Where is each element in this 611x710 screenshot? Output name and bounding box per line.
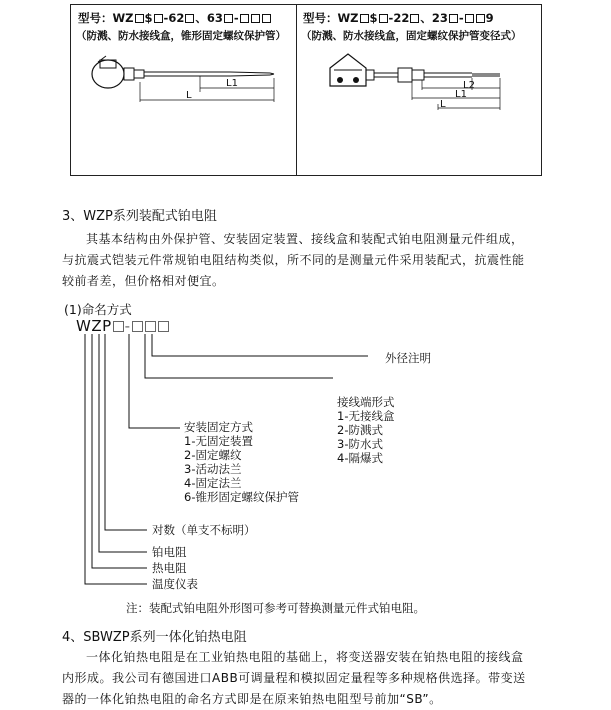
mounting-item: 6-锥形固定螺纹保护管 [184,490,299,504]
section3-heading: 3、WZP系列装配式铂电阻 [62,209,217,224]
mounting-item: 1-无固定装置 [184,434,253,448]
section4-para-line2: 内形成。我公司有德国进口ABB可调量程和模拟固定量程等多种规格供选择。带变送 [62,671,526,685]
terminal-item: 3-防水式 [337,437,383,451]
section3-para-line3: 较前者差，但价格相对便宜。 [62,274,225,288]
right-dim-l1: L1 [455,89,467,100]
section4-heading: 4、SBWZP系列一体化铂热电阻 [62,630,247,645]
right-model: 型号：WZ $ -22 、23 - 9 [303,11,494,25]
instrument-label: 温度仪表 [152,577,198,591]
terminal-item: 4-隔爆式 [337,451,383,465]
left-dim-l1: L1 [226,78,238,89]
mounting-item: 4-固定法兰 [184,476,242,490]
mounting-title: 安装固定方式 [184,420,253,434]
right-dim-l: L [440,99,446,110]
naming-note: 注：装配式铂电阻外形图可参考可替换测量元件式铂电阻。 [126,601,425,615]
naming-code: WZP - [76,317,170,335]
naming-title: (1)命名方式 [64,302,132,317]
section3-para-line1: 其基本结构由外保护管、安装固定装置、接线盒和装配式铂电阻测量元件组成， [86,232,524,246]
mounting-item: 3-活动法兰 [184,462,242,476]
section4-para-line1: 一体化铂热电阻是在工业铂热电阻的基础上，将变送器安装在铂热电阻的接线盒 [86,650,524,664]
right-desc: （防溅、防水接线盒，固定螺纹保护管变径式） [301,30,522,42]
terminal-item: 1-无接线盒 [337,409,395,423]
terminal-item: 2-防溅式 [337,423,383,437]
section4-para-line3: 器的一体化铂热电阻的命名方式即是在原来铂热电阻型号前加“SB”。 [62,692,442,706]
left-dim-l: L [186,90,192,101]
terminal-title: 接线端形式 [337,395,395,409]
right-dim-l2: L2 [463,80,475,91]
platinum-label: 铂电阻 [152,545,187,559]
left-desc: （防溅、防水接线盒，锥形固定螺纹保护管） [76,30,286,42]
mounting-item: 2-固定螺纹 [184,448,242,462]
thermal-label: 热电阻 [152,561,187,575]
outer-diameter-label: 外径注明 [385,351,431,365]
left-model: 型号：WZ $ -62 、63 - [78,10,272,26]
section3-para-line2: 与抗震式铠装元件常规铂电阻结构类似，所不同的是测量元件采用装配式，抗震性能 [62,253,525,267]
pairs-label: 对数（单支不标明） [152,523,256,537]
